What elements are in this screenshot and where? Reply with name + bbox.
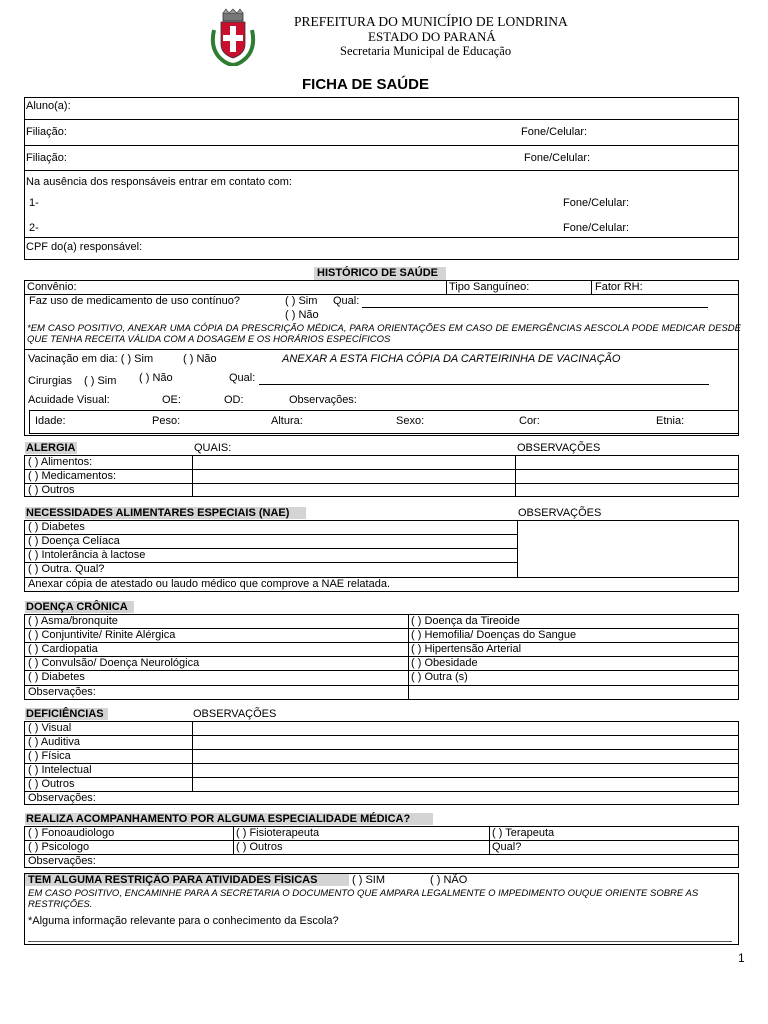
esp-outros[interactable]: ( ) Outros: [236, 841, 283, 853]
med-qual-line: [362, 307, 708, 308]
cirurgias-label: Cirurgias: [28, 375, 73, 387]
page-number: 1: [738, 951, 745, 965]
fone2-label: Fone/Celular:: [524, 152, 591, 164]
med-sim-option[interactable]: ( ) Sim: [285, 295, 318, 307]
doenca-left-conjuntivite[interactable]: ( ) Conjuntivite/ Rinite Alérgica: [28, 629, 176, 641]
restricao-answer-line: [28, 941, 732, 942]
alergia-item-alimentos[interactable]: ( ) Alimentos:: [28, 456, 93, 468]
esp-terapeuta[interactable]: ( ) Terapeuta: [492, 827, 555, 839]
oe-label: OE:: [162, 394, 181, 406]
doenca-left-convulsao[interactable]: ( ) Convulsão/ Doença Neurológica: [28, 657, 200, 669]
doenca-left-asma[interactable]: ( ) Asma/bronquite: [28, 615, 118, 627]
fone1-label: Fone/Celular:: [521, 126, 588, 138]
restricao-aviso: EM CASO POSITIVO, ENCAMINHE PARA A SECRETARIA O DOCUMENTO QUE AMPARA LEGALMENTE O IMPEDIMENTO OUQUE ORIENTE SOBRE AS RESTRIÇÕES.: [28, 888, 699, 910]
tipo-sanguineo-label: Tipo Sanguíneo:: [449, 281, 530, 293]
esp-fisioterapeuta[interactable]: ( ) Fisioterapeuta: [236, 827, 320, 839]
header-line1: PREFEITURA DO MUNICÍPIO DE LONDRINA: [294, 14, 568, 29]
page-title: FICHA DE SAÚDE: [302, 76, 429, 93]
od-label: OD:: [224, 394, 244, 406]
med-nao-option[interactable]: ( ) Não: [285, 309, 319, 321]
measurements-row-box: [29, 410, 739, 434]
med-qual-label: Qual:: [333, 295, 360, 307]
fator-rh-label: Fator RH:: [595, 281, 643, 293]
etnia-label: Etnia:: [656, 415, 685, 427]
aluno-label: Aluno(a):: [26, 100, 71, 112]
nae-item-lactose[interactable]: ( ) Intolerância à lactose: [28, 549, 146, 561]
esp-qual-label: Qual?: [492, 841, 522, 853]
restricao-sim-option[interactable]: ( ) SIM: [352, 874, 385, 886]
doenca-right-outra[interactable]: ( ) Outra (s): [411, 671, 468, 683]
fone4-label: Fone/Celular:: [563, 222, 630, 234]
especialidade-table: [24, 826, 739, 868]
alergia-quais: QUAIS:: [194, 442, 232, 454]
cir-nao-option[interactable]: ( ) Não: [139, 372, 173, 384]
nae-item-celiaca[interactable]: ( ) Doença Celíaca: [28, 535, 120, 547]
nae-obs-header: OBSERVAÇÕES: [518, 507, 602, 519]
contato2-label: 2-: [29, 222, 39, 234]
nae-anexar-note: Anexar cópia de atestado ou laudo médico que comprove a NAE relatada.: [28, 578, 391, 590]
restricao-relevante: *Alguma informação relevante para o conhecimento da Escola?: [28, 915, 339, 927]
alergia-item-outros[interactable]: ( ) Outros: [28, 484, 75, 496]
doenca-left-diabetes[interactable]: ( ) Diabetes: [28, 671, 85, 683]
filiacao2-label: Filiação:: [26, 152, 67, 164]
doenca-right-hemofilia[interactable]: ( ) Hemofilia/ Doenças do Sangue: [411, 629, 577, 641]
anexar-vacina-note: ANEXAR A ESTA FICHA CÓPIA DA CARTEIRINHA DE VACINAÇÃO: [282, 353, 621, 365]
def-item-fisica[interactable]: ( ) Física: [28, 750, 71, 762]
deficiencias-obs-header: OBSERVAÇÕES: [193, 708, 277, 720]
idade-label: Idade:: [35, 415, 66, 427]
nae-item-outra[interactable]: ( ) Outra. Qual?: [28, 563, 105, 575]
cir-qual-label: Qual:: [229, 372, 256, 384]
ausencia-label: Na ausência dos responsáveis entrar em contato com:: [26, 176, 292, 188]
deficiencias-obs-label: Observações:: [28, 792, 96, 804]
def-item-intelectual[interactable]: ( ) Intelectual: [28, 764, 92, 776]
filiacao1-label: Filiação:: [26, 126, 67, 138]
doenca-right-obesidade[interactable]: ( ) Obesidade: [411, 657, 478, 669]
def-item-outros[interactable]: ( ) Outros: [28, 778, 75, 790]
contato1-label: 1-: [29, 197, 39, 209]
cir-qual-line: [259, 384, 709, 385]
convenio-label: Convênio:: [27, 281, 77, 293]
doenca-title: DOENÇA CRÔNICA: [26, 601, 128, 613]
especialidade-title: REALIZA ACOMPANHAMENTO POR ALGUMA ESPECIALIDADE MÉDICA?: [26, 813, 411, 825]
acuidade-label: Acuidade Visual:: [28, 394, 110, 406]
cor-label: Cor:: [519, 415, 540, 427]
alergia-item-medicamentos[interactable]: ( ) Medicamentos:: [28, 470, 117, 482]
doenca-right-hipertensao[interactable]: ( ) Hipertensão Arterial: [411, 643, 522, 655]
alergia-title: ALERGIA: [26, 442, 76, 454]
medicamento-aviso: *EM CASO POSITIVO, ANEXAR UMA CÓPIA DA PRESCRIÇÃO MÉDICA, PARA ORIENTAÇÕES EM CASO DE EMERGÊNCIAS AESCOLA PODE MEDICAR DESDE QUE TENHA RECEITA VÁLIDA COM A DOSAGEM E OS HORÁRIOS ESPECÍFICOS: [27, 323, 741, 345]
esp-fonoaudiologo[interactable]: ( ) Fonoaudiologo: [28, 827, 115, 839]
header-line2: ESTADO DO PARANÁ: [368, 29, 496, 44]
deficiencias-title: DEFICIÊNCIAS: [26, 708, 104, 720]
restricao-nao-option[interactable]: ( ) NÃO: [430, 874, 468, 886]
coat-of-arms-logo: [208, 8, 258, 66]
historico-title: HISTÓRICO DE SAÚDE: [317, 267, 439, 279]
def-item-visual[interactable]: ( ) Visual: [28, 722, 72, 734]
alergia-table: [24, 455, 739, 497]
especialidade-obs-label: Observações:: [28, 855, 96, 867]
altura-label: Altura:: [271, 415, 303, 427]
peso-label: Peso:: [152, 415, 181, 427]
observacoes-label: Observações:: [289, 394, 357, 406]
vacinacao-label: Vacinação em dia: ( ) Sim: [28, 353, 154, 365]
doenca-obs-label: Observações:: [28, 686, 96, 698]
esp-psicologo[interactable]: ( ) Psicologo: [28, 841, 90, 853]
nae-item-diabetes[interactable]: ( ) Diabetes: [28, 521, 85, 533]
nae-title: NECESSIDADES ALIMENTARES ESPECIAIS (NAE): [26, 507, 290, 519]
def-item-auditiva[interactable]: ( ) Auditiva: [28, 736, 80, 748]
doenca-left-cardiopatia[interactable]: ( ) Cardiopatia: [28, 643, 98, 655]
sexo-label: Sexo:: [396, 415, 425, 427]
fone3-label: Fone/Celular:: [563, 197, 630, 209]
header-line3: Secretaria Municipal de Educação: [340, 44, 512, 58]
alergia-obs-header: OBSERVAÇÕES: [517, 442, 601, 454]
doenca-right-tireoide[interactable]: ( ) Doença da Tireoide: [411, 615, 520, 627]
restricao-title: TEM ALGUMA RESTRIÇÃO PARA ATIVIDADES FÍSICAS: [28, 874, 318, 886]
cir-sim-option[interactable]: ( ) Sim: [84, 375, 117, 387]
medicamento-label: Faz uso de medicamento de uso contínuo?: [29, 295, 240, 307]
vac-nao-option[interactable]: ( ) Não: [183, 353, 217, 365]
cpf-label: CPF do(a) responsável:: [26, 241, 143, 253]
